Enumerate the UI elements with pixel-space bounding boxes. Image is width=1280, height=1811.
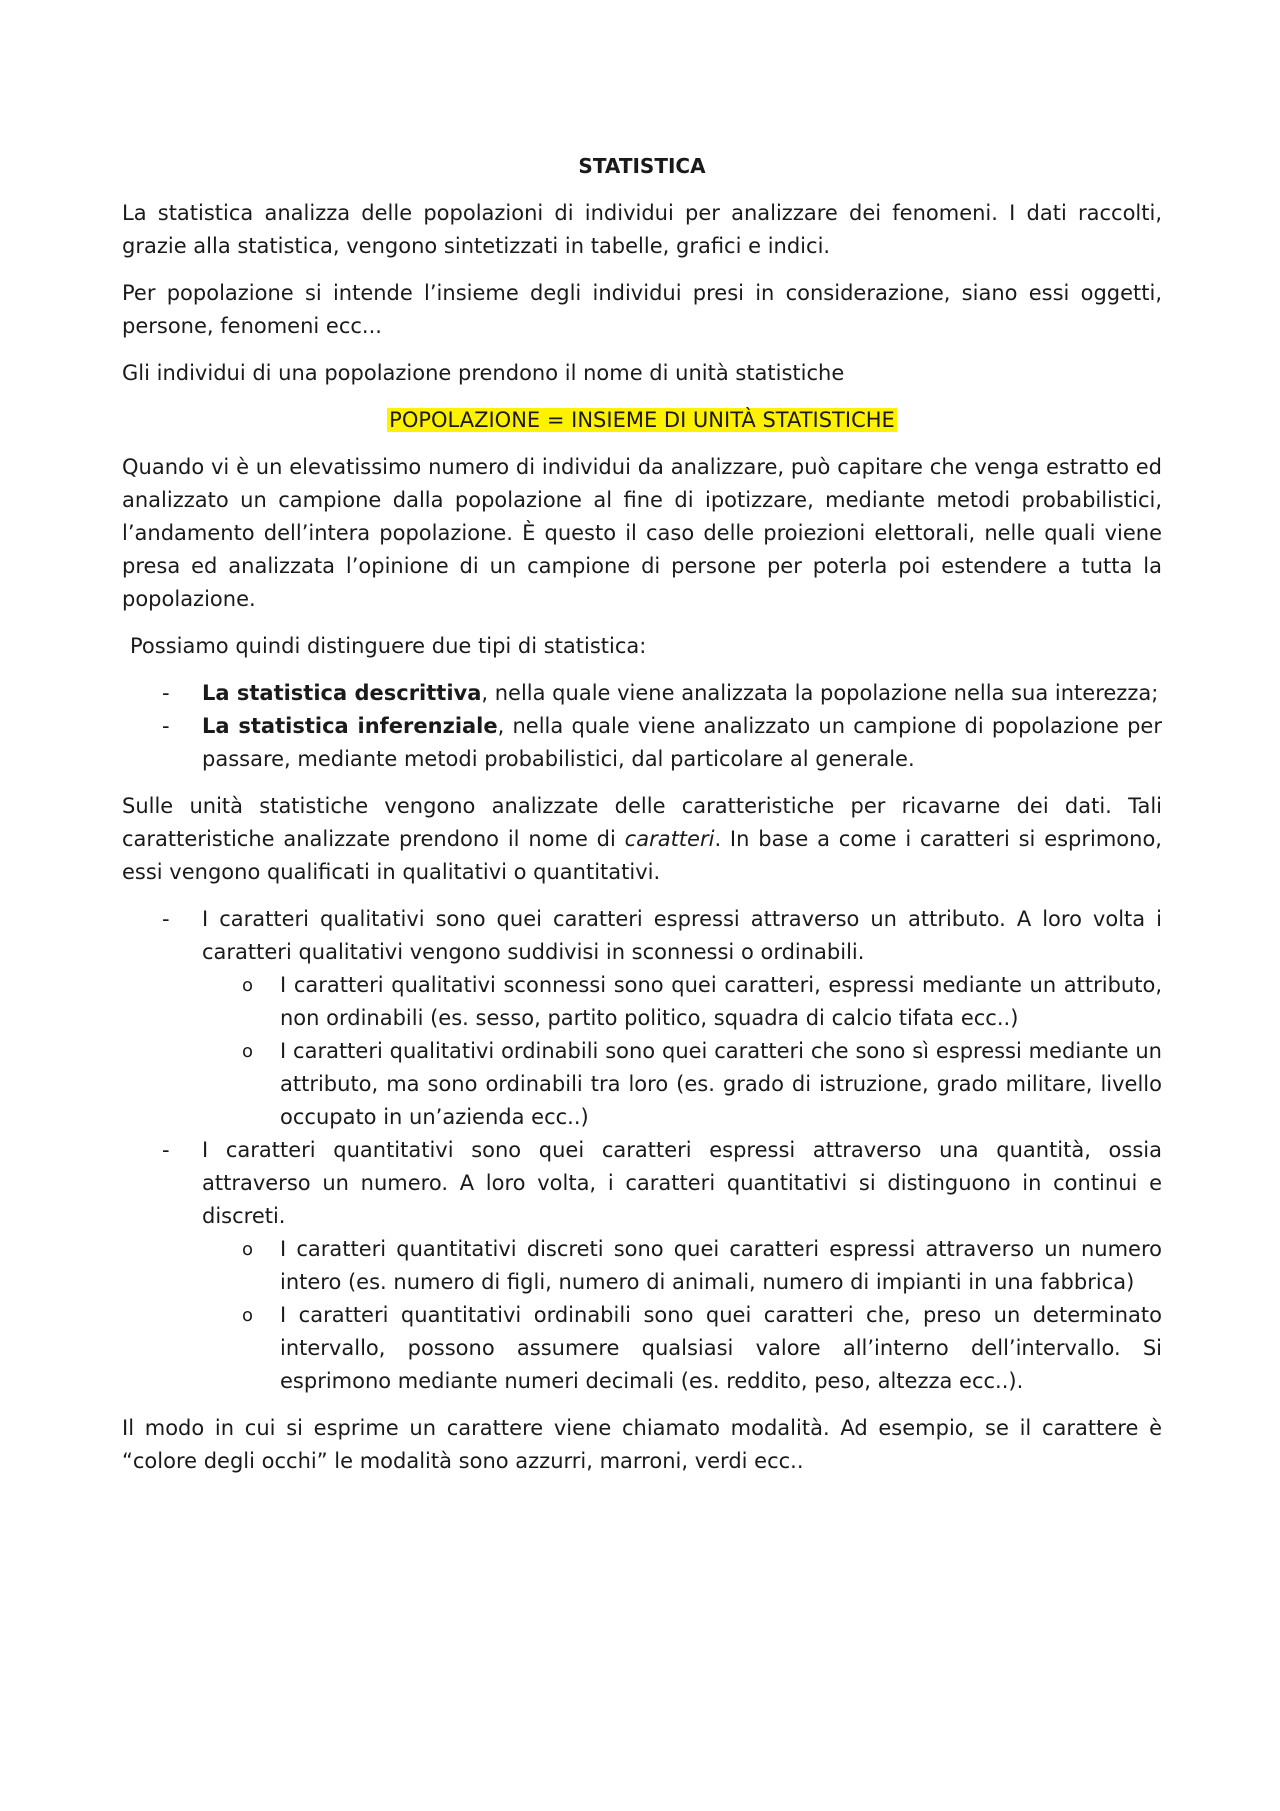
- paragraph-modality: Il modo in cui si esprime un carattere viene chiamato modalità. Ad esempio, se il carattere è “colore degli occhi” le modalità sono azzurri, marroni, verdi ecc..: [122, 1416, 1162, 1473]
- quantitative-text: I caratteri quantitativi sono quei caratteri espressi attraverso una quantità, ossia attraverso un numero. A loro volta, i caratteri quantitativi si distinguono in continui e discreti.: [202, 1138, 1162, 1228]
- statistics-types-list: [122, 677, 1162, 776]
- term-inferential: La statistica inferenziale: [202, 714, 498, 738]
- paragraph-population: Per popolazione si intende l’insieme degli individui presi in considerazione, siano essi oggetti, persone, fenomeni ecc...: [122, 281, 1162, 338]
- sublist-item-quant-discrete: o I caratteri quantitativi discreti sono quei caratteri espressi attraverso un numero intero (es. numero di figli, numero di animali, numero di impianti in una fabbrica): [202, 1233, 1162, 1299]
- sublist-item-qual-unordered: o I caratteri qualitativi sconnessi sono quei caratteri, espressi mediante un attributo, non ordinabili (es. sesso, partito politico, squadra di calcio tifata ecc..): [202, 969, 1162, 1035]
- characters-text-end: . In base a come i caratteri si esprimono, essi vengono qualificati in qualitativi o quantitativi.: [122, 827, 1162, 884]
- characters-list: [122, 903, 1162, 1398]
- quantitative-sublist: [202, 1233, 1162, 1398]
- document-body: [122, 150, 1162, 1492]
- qualitative-sublist: [202, 969, 1162, 1134]
- paragraph-types-intro: Possiamo quindi distinguere due tipi di statistica:: [130, 634, 647, 658]
- paragraph-characters: [122, 790, 1162, 889]
- list-item-qualitative: [122, 903, 1162, 1134]
- paragraph-sample: Quando vi è un elevatissimo numero di individui da analizzare, può capitare che venga estratto ed analizzato un campione dalla popolazione al fine di ipotizzare, mediante metodi probabilistici, l’andamento dell’intera popolazione. È questo il caso delle proiezioni elettorali, nelle quali viene presa ed analizzata l’opinione di un campione di persone per poterla poi estendere a tutta la popolazione.: [122, 455, 1162, 611]
- characters-term: caratteri: [624, 827, 715, 851]
- paragraph-intro: La statistica analizza delle popolazioni di individui per analizzare dei fenomeni. I dati raccolti, grazie alla statistica, vengono sintetizzati in tabelle, grafici e indici.: [122, 201, 1162, 258]
- sublist-item-qual-ordered: o I caratteri qualitativi ordinabili sono quei caratteri che sono sì espressi mediante un attributo, ma sono ordinabili tra loro (es. grado di istruzione, grado militare, livello occupato in un’azienda ecc..): [202, 1035, 1162, 1134]
- paragraph-units: Gli individui di una popolazione prendono il nome di unità statistiche: [122, 361, 845, 385]
- qualitative-text: I caratteri qualitativi sono quei caratteri espressi attraverso un attributo. A loro volta i caratteri qualitativi vengono suddivisi in sconnessi o ordinabili.: [202, 907, 1162, 964]
- sublist-item-quant-continuous: o I caratteri quantitativi ordinabili sono quei caratteri che, preso un determinato intervallo, possono assumere qualsiasi valore all’interno dell’intervallo. Si esprimono mediante numeri decimali (es. reddito, peso, altezza ecc..).: [202, 1299, 1162, 1398]
- desc-descriptive: , nella quale viene analizzata la popolazione nella sua interezza;: [481, 681, 1159, 705]
- page-title: STATISTICA: [578, 154, 706, 178]
- list-item-descriptive: [122, 677, 1162, 710]
- term-descriptive: La statistica descrittiva: [202, 681, 482, 705]
- list-item-inferential: [122, 710, 1162, 776]
- list-item-quantitative: [122, 1134, 1162, 1398]
- highlight-definition: [122, 404, 1162, 437]
- desc-inferential: , nella quale viene analizzato un campione di popolazione per passare, mediante metodi probabilistici, dal particolare al generale.: [202, 714, 1162, 771]
- characters-text-start: Sulle unità statistiche vengono analizzate delle caratteristiche per ricavarne dei dati. Tali caratteristiche analizzate prendono il nome di: [122, 794, 1162, 851]
- highlighted-text: POPOLAZIONE = INSIEME DI UNITÀ STATISTICHE: [389, 408, 895, 432]
